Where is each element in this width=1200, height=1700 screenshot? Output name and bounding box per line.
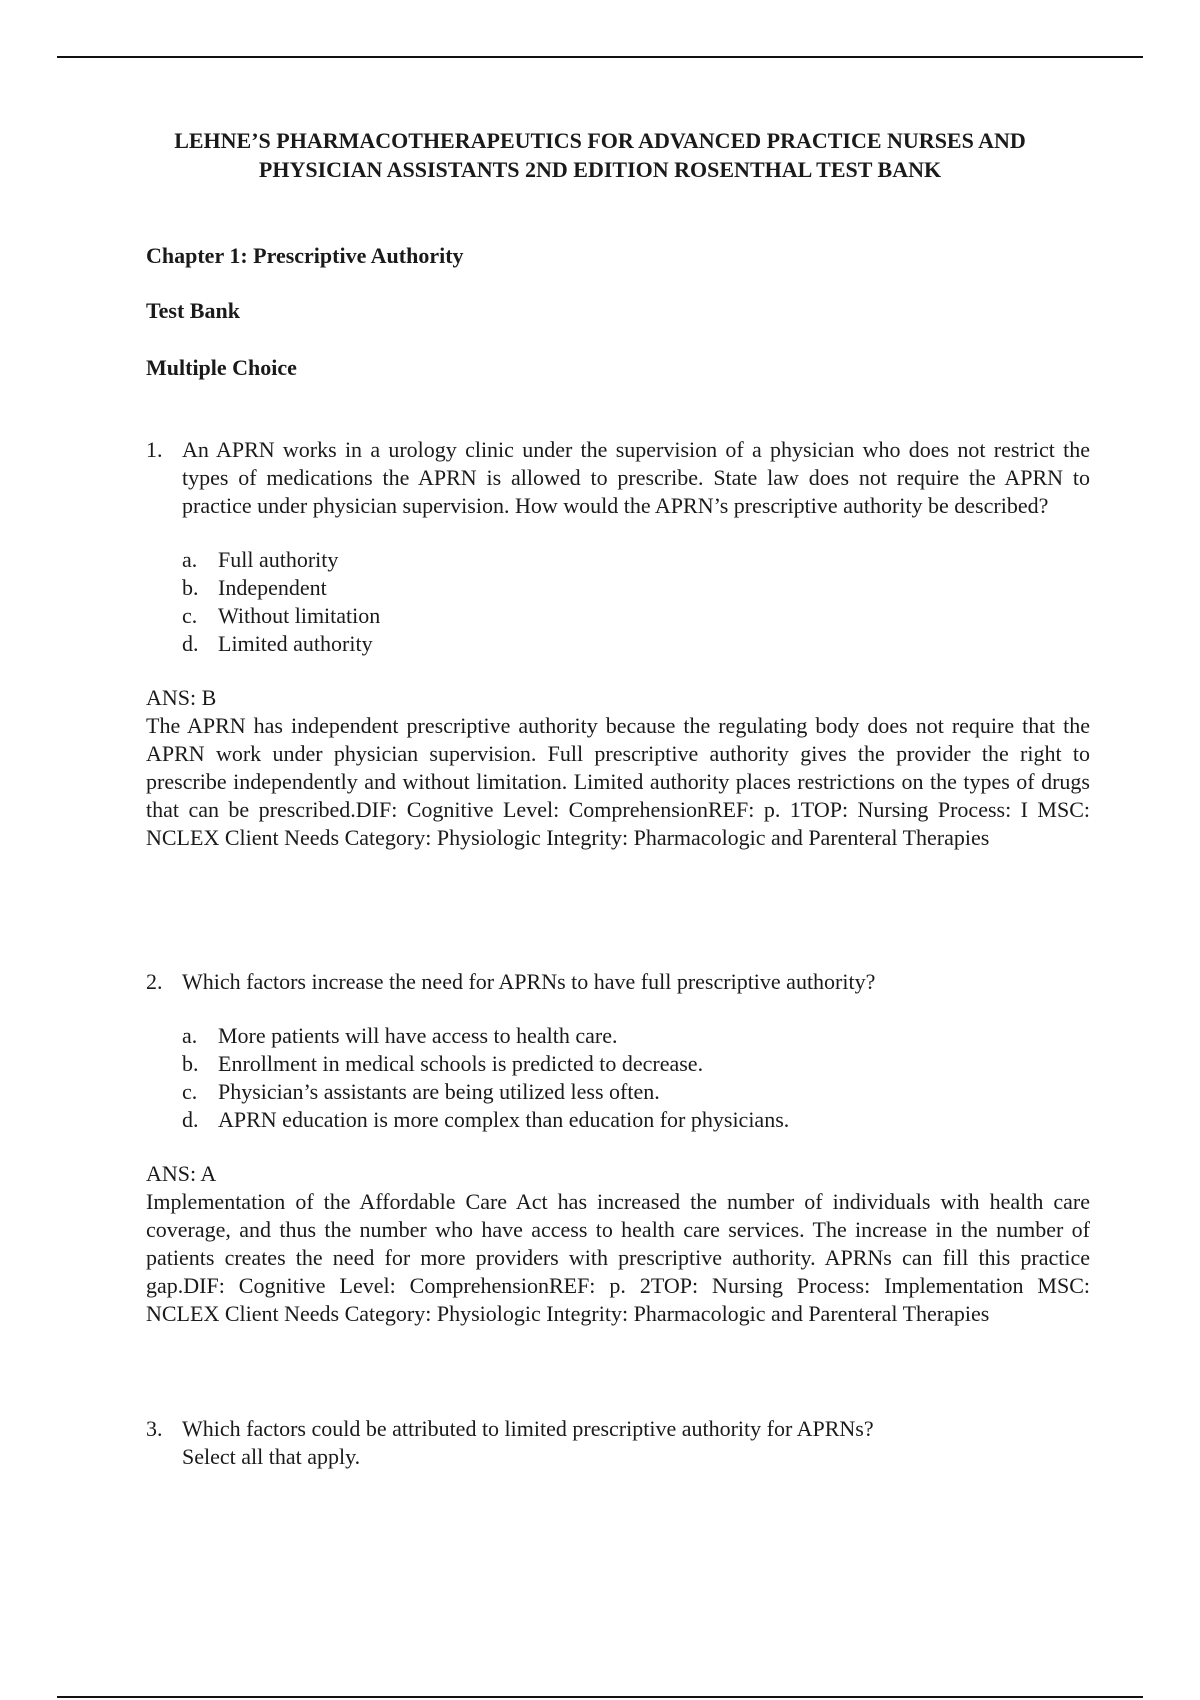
- answer-key: ANS: B: [146, 685, 217, 710]
- chapter-heading: Chapter 1: Prescriptive Authority: [146, 243, 464, 268]
- question-3: [146, 1415, 1090, 1471]
- question-number: 2.: [146, 969, 163, 994]
- choice-b: [182, 574, 1090, 602]
- question-text-line-2: Select all that apply.: [182, 1444, 361, 1469]
- subsection-heading: Multiple Choice: [146, 355, 297, 380]
- bottom-rule: [57, 1696, 1143, 1698]
- choice-list: [182, 1022, 1090, 1134]
- choice-text: Limited authority: [218, 631, 373, 656]
- choice-letter: a.: [182, 1023, 198, 1048]
- choice-text: Enrollment in medical schools is predicted to decrease.: [218, 1051, 704, 1076]
- choice-letter: c.: [182, 603, 198, 628]
- choice-letter: d.: [182, 631, 199, 656]
- choice-letter: b.: [182, 1051, 199, 1076]
- choice-letter: b.: [182, 575, 199, 600]
- question-number: 1.: [146, 437, 163, 462]
- choice-d: [182, 1106, 1090, 1134]
- section-heading: Test Bank: [146, 298, 240, 323]
- document-title: [110, 126, 1090, 184]
- choice-letter: a.: [182, 547, 198, 572]
- question-text: An APRN works in a urology clinic under the supervision of a physician who does not restrict the types of medications the APRN is allowed to prescribe. State law does not require the APRN to practice under physician supervision. How would the APRN’s prescriptive authority be described?: [182, 437, 1090, 518]
- choice-a: [182, 1022, 1090, 1050]
- choice-c: [182, 1078, 1090, 1106]
- choice-text: Independent: [218, 575, 327, 600]
- question-text: Which factors increase the need for APRNs to have full prescriptive authority?: [182, 969, 876, 994]
- top-rule: [57, 56, 1143, 58]
- choice-letter: d.: [182, 1107, 199, 1132]
- question-text: [182, 1415, 1090, 1471]
- choice-letter: c.: [182, 1079, 198, 1104]
- choice-text: Full authority: [218, 547, 339, 572]
- choice-text: Without limitation: [218, 603, 381, 628]
- answer-key: ANS: A: [146, 1161, 217, 1186]
- choice-list: [182, 546, 1090, 658]
- question-text-line-1: Which factors could be attributed to limited prescriptive authority for APRNs?: [182, 1416, 874, 1441]
- title-line-2: PHYSICIAN ASSISTANTS 2ND EDITION ROSENTHAL TEST BANK: [258, 157, 942, 182]
- choice-text: More patients will have access to health care.: [218, 1023, 618, 1048]
- choice-text: Physician’s assistants are being utilized less often.: [218, 1079, 660, 1104]
- choice-d: [182, 630, 1090, 658]
- question-number: 3.: [146, 1416, 163, 1441]
- question-2: [146, 968, 1090, 1328]
- title-line-1: LEHNE’S PHARMACOTHERAPEUTICS FOR ADVANCED PRACTICE NURSES AND: [174, 128, 1026, 153]
- choice-a: [182, 546, 1090, 574]
- choice-text: APRN education is more complex than education for physicians.: [218, 1107, 790, 1132]
- answer-rationale: Implementation of the Affordable Care Act has increased the number of individuals with health care coverage, and thus the number who have access to health care services. The increase in the number of patients creates the need for more providers with prescriptive authority. APRNs can fill this practice gap.DIF: Cognitive Level: ComprehensionREF: p. 2TOP: Nursing Process: Implementation MSC: NCLEX Client Needs Category: Physiologic Integrity: Pharmacologic and Parenteral Therapies: [146, 1189, 1090, 1326]
- question-1: [146, 436, 1090, 852]
- answer-rationale: The APRN has independent prescriptive authority because the regulating body does not require that the APRN work under physician supervision. Full prescriptive authority gives the provider the right to prescribe independently and without limitation. Limited authority places restrictions on the types of drugs that can be prescribed.DIF: Cognitive Level: ComprehensionREF: p. 1TOP: Nursing Process: I MSC: NCLEX Client Needs Category: Physiologic Integrity: Pharmacologic and Parenteral Therapies: [146, 713, 1090, 850]
- choice-b: [182, 1050, 1090, 1078]
- choice-c: [182, 602, 1090, 630]
